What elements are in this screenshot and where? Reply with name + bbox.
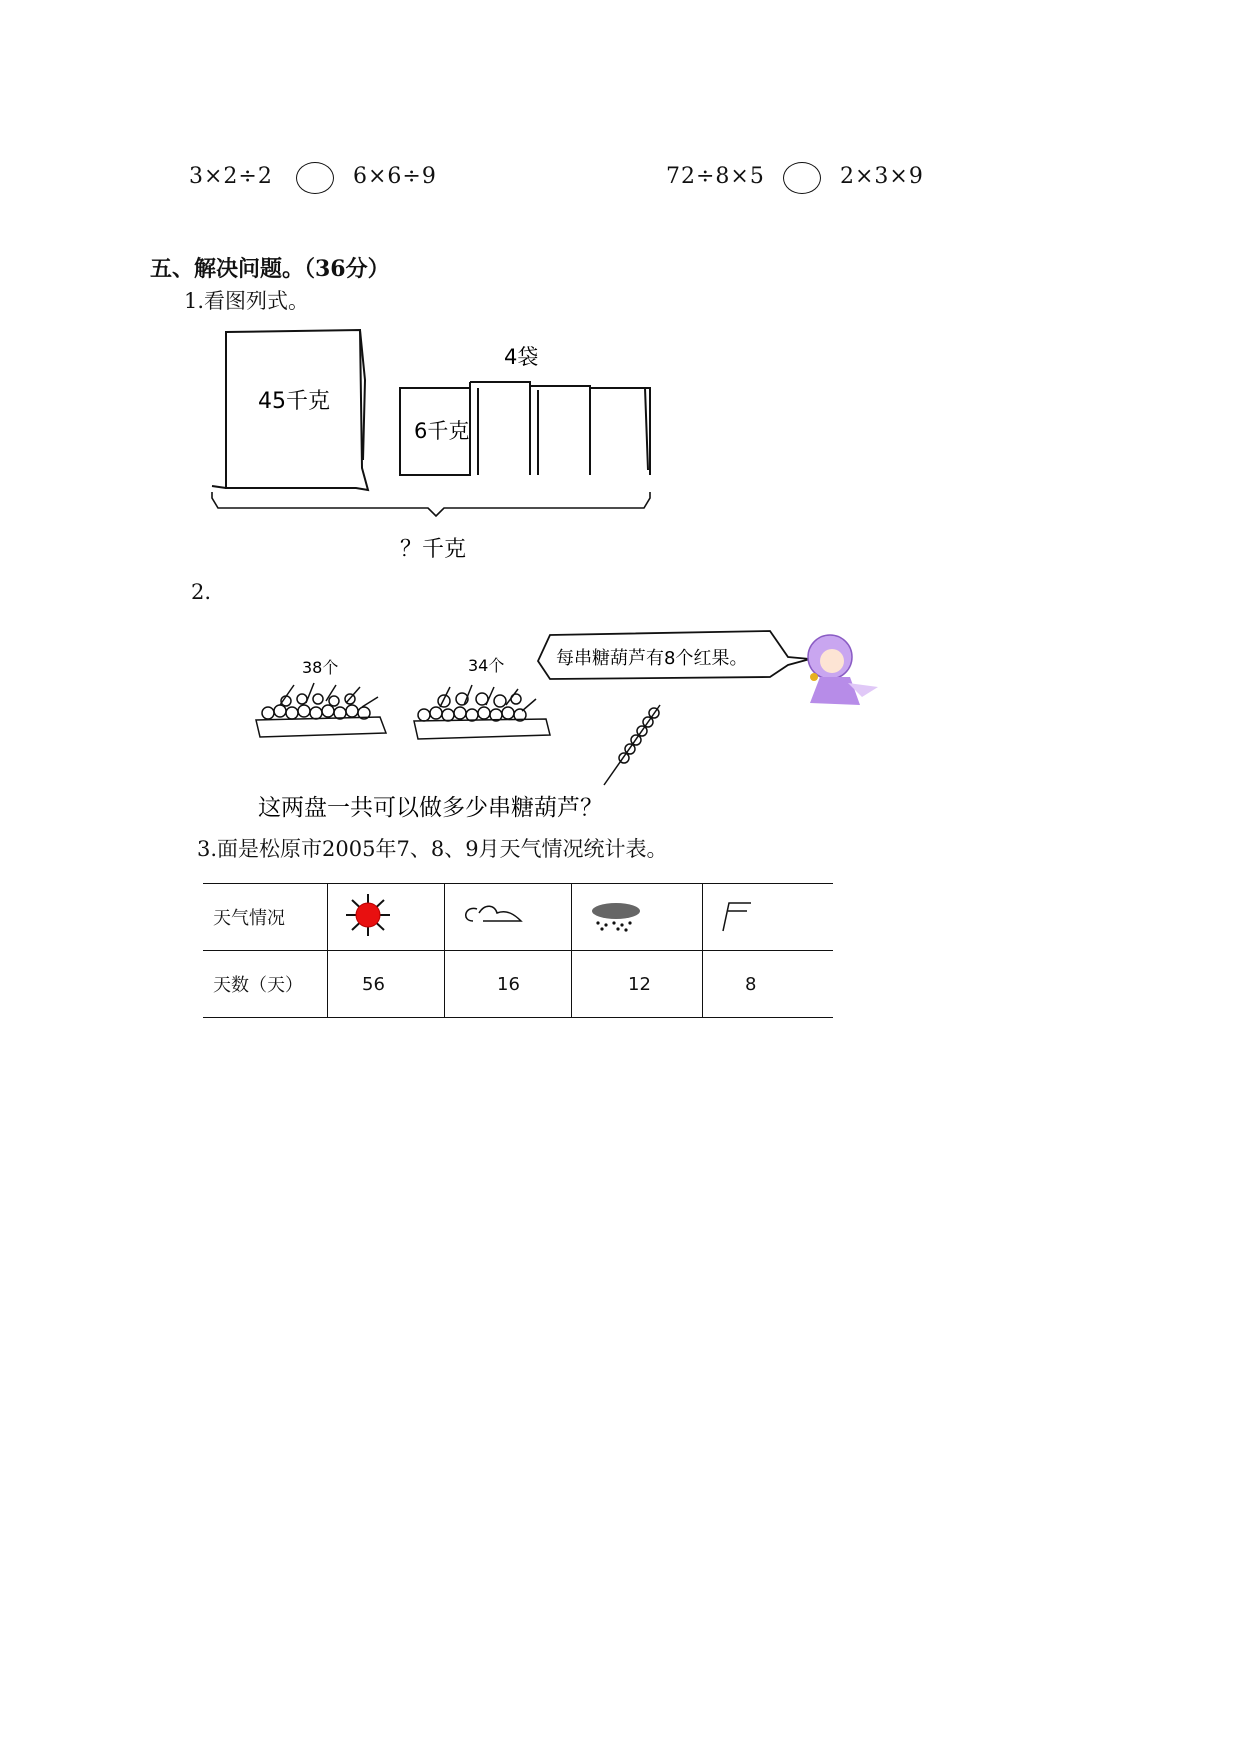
speech-text: 每串糖葫芦有8个红果。 [556, 648, 748, 669]
weather-cell [328, 884, 445, 951]
days-value: 16 [497, 973, 520, 995]
fairy-character [808, 635, 878, 705]
days-cell [445, 951, 572, 1018]
small-bag-label: 6千克 [414, 419, 470, 443]
question-2-prompt: 这两盘一共可以做多少串糖葫芦？ [258, 795, 603, 821]
section-title: 五、解决问题。（36分） [150, 256, 390, 282]
candied-fruit-figure [250, 625, 900, 820]
days-value: 8 [745, 973, 757, 995]
total-brace [212, 492, 650, 516]
table-row [203, 884, 833, 951]
weather-cell [703, 884, 834, 951]
days-value: 56 [362, 973, 385, 995]
comparison-1-blank[interactable] [296, 162, 334, 194]
flag-icon [713, 895, 763, 935]
cloud-icon [455, 895, 535, 935]
weather-cell [572, 884, 703, 951]
question-2-label: 2. [191, 580, 212, 604]
sun-icon [338, 892, 398, 938]
comparison-2-right: 2×3×9 [840, 164, 924, 189]
question-3-label: 3.面是松原市2005年7、8、9月天气情况统计表。 [197, 837, 668, 861]
rain-icon [582, 895, 652, 935]
comparison-1-right: 6×6÷9 [353, 164, 437, 189]
days-cell [703, 951, 834, 1018]
comparison-1-left: 3×2÷2 [189, 164, 273, 189]
candied-fruit-skewer [604, 705, 660, 785]
question-1-label: 1.看图列式。 [184, 289, 310, 313]
days-value: 12 [628, 973, 651, 995]
weather-cell [445, 884, 572, 951]
big-bag-label: 45千克 [258, 389, 330, 414]
comparison-2-blank[interactable] [783, 162, 821, 194]
total-label: ？千克 [400, 537, 467, 562]
bag-count-label: 4袋 [504, 345, 539, 369]
days-cell [572, 951, 703, 1018]
bags-figure [200, 320, 660, 570]
table-row [203, 951, 833, 1018]
days-cell [328, 951, 445, 1018]
plate-2-count: 34个 [468, 656, 505, 675]
plate-1-count: 38个 [302, 658, 339, 677]
weather-table [203, 883, 833, 1018]
plate-2 [414, 685, 550, 739]
header-label-cell [203, 884, 328, 951]
comparison-2-left: 72÷8×5 [666, 164, 765, 189]
plate-1 [256, 683, 386, 737]
row-label: 天数（天） [213, 975, 303, 996]
row-label-cell [203, 951, 328, 1018]
header-label: 天气情况 [213, 908, 285, 929]
